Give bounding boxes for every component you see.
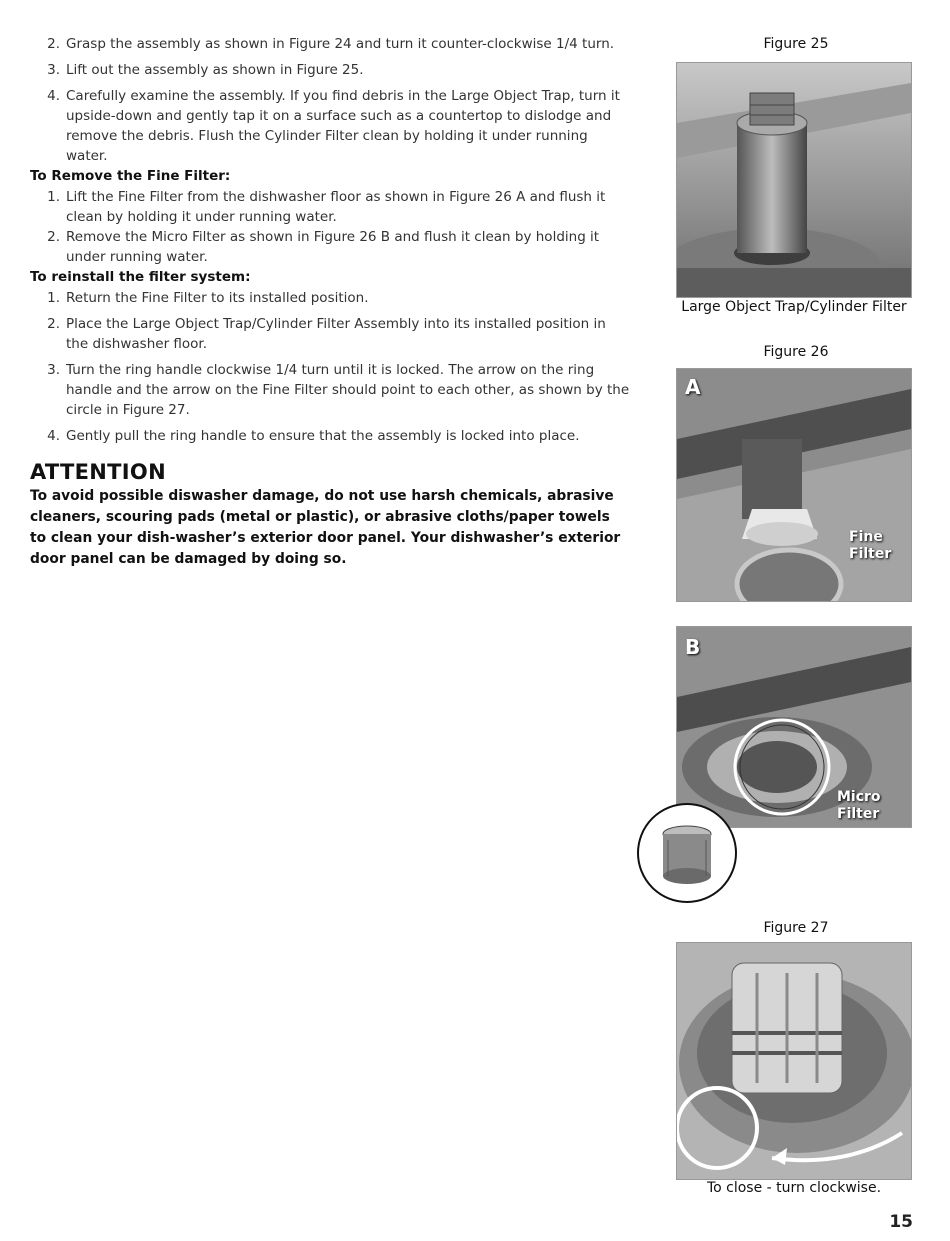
- reinstall-step-2: 2. Place the Large Object Trap/Cylinder Filter Assembly into its installed position in the dishwasher floor.: [47, 316, 606, 352]
- figure-25-photo: [676, 62, 912, 298]
- step-3: 3. Lift out the assembly as shown in Figure 25.: [47, 62, 364, 78]
- reinstall-step-1: 1. Return the Fine Filter to its installed position.: [47, 290, 369, 306]
- micro-filter-inset: [636, 802, 738, 904]
- figure-26a-photo: [676, 368, 912, 602]
- page-number: 15: [889, 1212, 913, 1232]
- figure-26-label-b: B: [685, 635, 701, 659]
- figure-26b-photo: [676, 626, 912, 828]
- step-4: 4. Carefully examine the assembly. If you find debris in the Large Object Trap, turn it upside-down and gently tap it on a surface such as a countertop to dislodge and remove the debris. Flush the Cylinder Filter clean by holding it under running water.: [47, 88, 620, 164]
- attention-heading: ATTENTION: [30, 460, 166, 484]
- fine-filter-step-1: 1. Lift the Fine Filter from the dishwasher floor as shown in Figure 26 A and flush it clean by holding it under running water.: [47, 189, 606, 225]
- step-2: 2. Grasp the assembly as shown in Figure 24 and turn it counter-clockwise 1/4 turn.: [47, 36, 615, 52]
- figure-25-title: Figure 25: [763, 36, 829, 52]
- figure-27-photo: [676, 942, 912, 1180]
- fine-filter-step-2: 2. Remove the Micro Filter as shown in Figure 26 B and flush it clean by holding it under running water.: [47, 229, 600, 265]
- instructions-column: [30, 34, 630, 570]
- figure-27-title: Figure 27: [763, 920, 829, 936]
- fine-filter-label: Fine Filter: [849, 529, 892, 562]
- reinstall-heading: To reinstall the filter system:: [30, 269, 251, 285]
- reinstall-step-4: 4. Gently pull the ring handle to ensure that the assembly is locked into place.: [47, 428, 580, 444]
- attention-body: To avoid possible diswasher damage, do not use harsh chemicals, abrasive cleaners, scouring pads (metal or plastic), or abrasive cloths/paper towels to clean your dish-washer’s exterior door panel. Your dishwasher’s exterior door panel can be damaged by doing so.: [30, 488, 621, 567]
- figure-25-caption: Large Object Trap/Cylinder Filter: [681, 299, 907, 315]
- figure-26-label-a: A: [685, 375, 701, 399]
- reinstall-step-3: 3. Turn the ring handle clockwise 1/4 turn until it is locked. The arrow on the ring handle and the arrow on the Fine Filter should point to each other, as shown by the circle in Figure 27.: [47, 362, 630, 418]
- figure-26-title: Figure 26: [763, 344, 829, 360]
- fine-filter-heading: To Remove the Fine Filter:: [30, 168, 231, 184]
- figure-27-caption: To close - turn clockwise.: [706, 1180, 882, 1196]
- micro-filter-label: Micro Filter: [837, 789, 881, 822]
